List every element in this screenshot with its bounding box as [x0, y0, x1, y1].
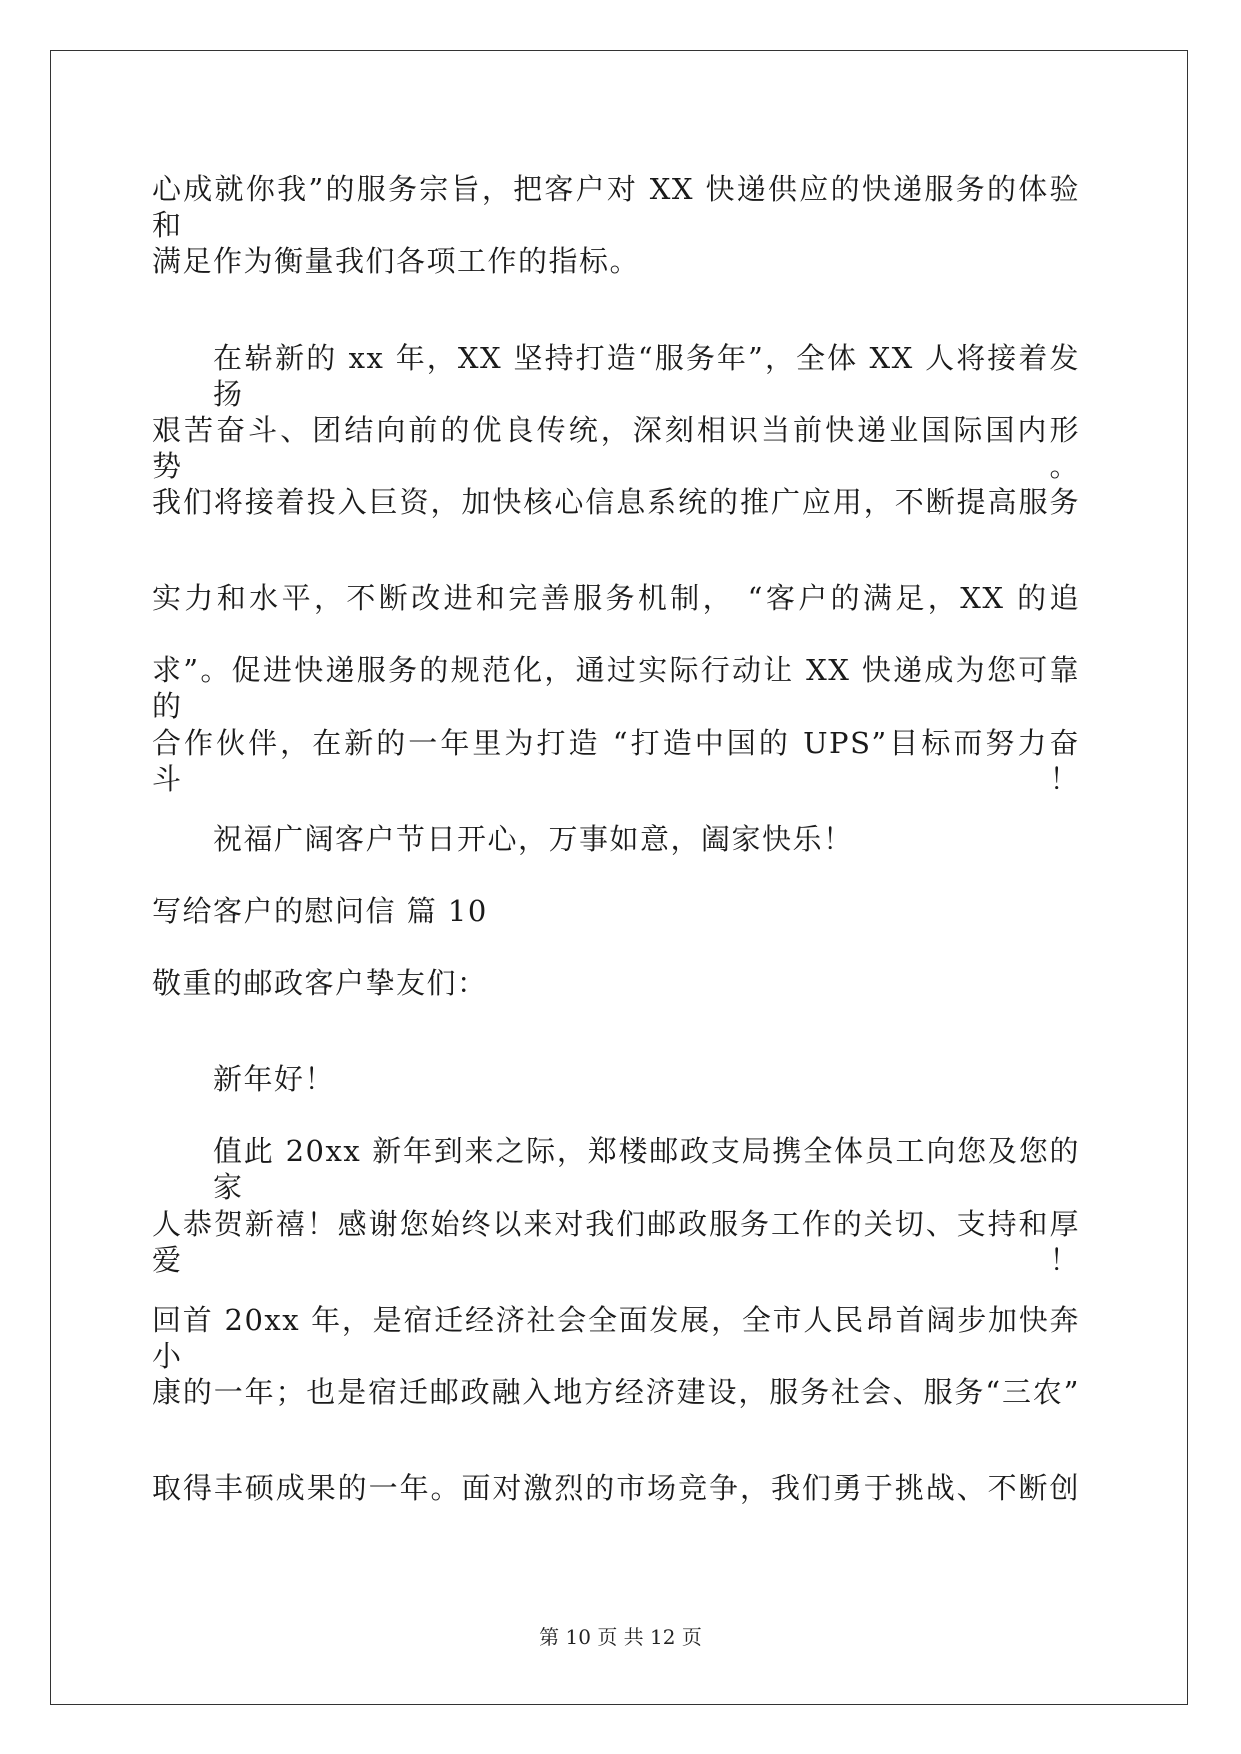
body-line: 合作伙伴，在新的一年里为打造 “打造中国的 UPS”目标而努力奋斗！: [152, 726, 1080, 796]
section-heading: 写给客户的慰问信 篇 10: [152, 894, 488, 928]
salutation: 敬重的邮政客户挚友们：: [152, 966, 488, 1000]
body-line: 求”。促进快递服务的规范化，通过实际行动让 XX 快递成为您可靠的: [152, 653, 1080, 723]
body-line: 心成就你我”的服务宗旨，把客户对 XX 快递供应的快递服务的体验和: [152, 172, 1080, 242]
page-frame: [50, 50, 1188, 1705]
body-line: 取得丰硕成果的一年。面对激烈的市场竞争，我们勇于挑战、不断创: [152, 1471, 1080, 1505]
body-line: 回首 20xx 年，是宿迁经济社会全面发展，全市人民昂首阔步加快奔小: [152, 1303, 1080, 1373]
greeting: 新年好！: [213, 1062, 336, 1096]
body-line: 实力和水平，不断改进和完善服务机制， “客户的满足，XX 的追: [152, 581, 1080, 615]
page-number-footer: 第 10 页 共 12 页: [539, 1625, 702, 1649]
body-line: 艰苦奋斗、团结向前的优良传统，深刻相识当前快递业国际国内形势。: [152, 413, 1080, 483]
body-line: 我们将接着投入巨资，加快核心信息系统的推广应用，不断提高服务: [152, 485, 1080, 519]
body-line: 人恭贺新禧！感谢您始终以来对我们邮政服务工作的关切、支持和厚爱！: [152, 1207, 1080, 1277]
body-line: 满足作为衡量我们各项工作的指标。: [152, 244, 641, 278]
paragraph-start-line: 值此 20xx 新年到来之际，郑楼邮政支局携全体员工向您及您的家: [213, 1134, 1080, 1204]
paragraph-start-line: 祝福广阔客户节日开心，万事如意，阖家快乐！: [213, 822, 854, 856]
body-line: 康的一年；也是宿迁邮政融入地方经济建设，服务社会、服务“三农”: [152, 1375, 1080, 1409]
paragraph-start-line: 在崭新的 xx 年，XX 坚持打造“服务年”，全体 XX 人将接着发扬: [213, 341, 1080, 411]
